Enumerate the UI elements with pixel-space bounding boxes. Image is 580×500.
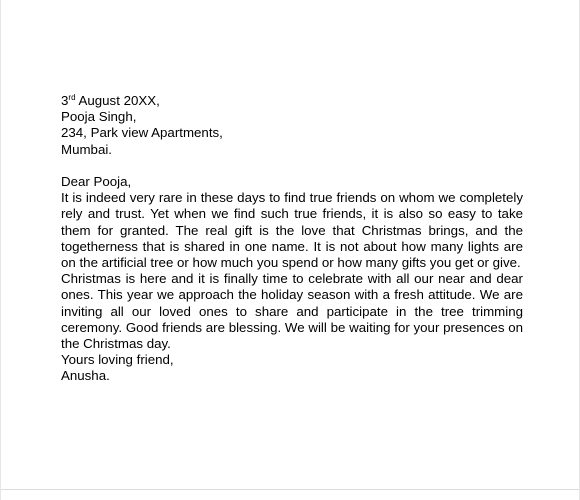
salutation: Dear Pooja, [61,174,132,189]
body-paragraph-2: Christmas is here and it is finally time to celebrate with all our near and dear ones. This year we approach the holiday season with a fresh attitude. We are inviting all our loved ones to share and participate in the tree trimming ceremony. Good friends are blessing. We will be waiting for your presences on the Christmas day. [61,271,523,352]
recipient-city: Mumbai. [61,141,112,157]
body-paragraph-1: It is indeed very rare in these days to find true friends on whom we completely rely and trust. Yet when we find such true friends, it is also so easy to take them for granted. The real gift is the love that Christmas brings, and the togetherness that is shared in one name. It is not about how many lights are on the artificial tree or how much you spend or how many gifts you get or give. [61,190,523,271]
closing-block [61,352,523,384]
letter-body [61,93,523,385]
date-day-suffix: rd [68,93,76,102]
recipient-name: Pooja Singh, [61,109,137,125]
letter-date [61,93,523,109]
date-month-year: August 20XX, [75,93,160,108]
signature: Anusha. [61,368,110,384]
sender-block [61,93,523,158]
closing-line: Yours loving friend, [61,352,174,368]
date-day: 3 [61,93,69,108]
page-bottom-edge [1,489,579,490]
recipient-street: 234, Park view Apartments, [61,125,223,141]
